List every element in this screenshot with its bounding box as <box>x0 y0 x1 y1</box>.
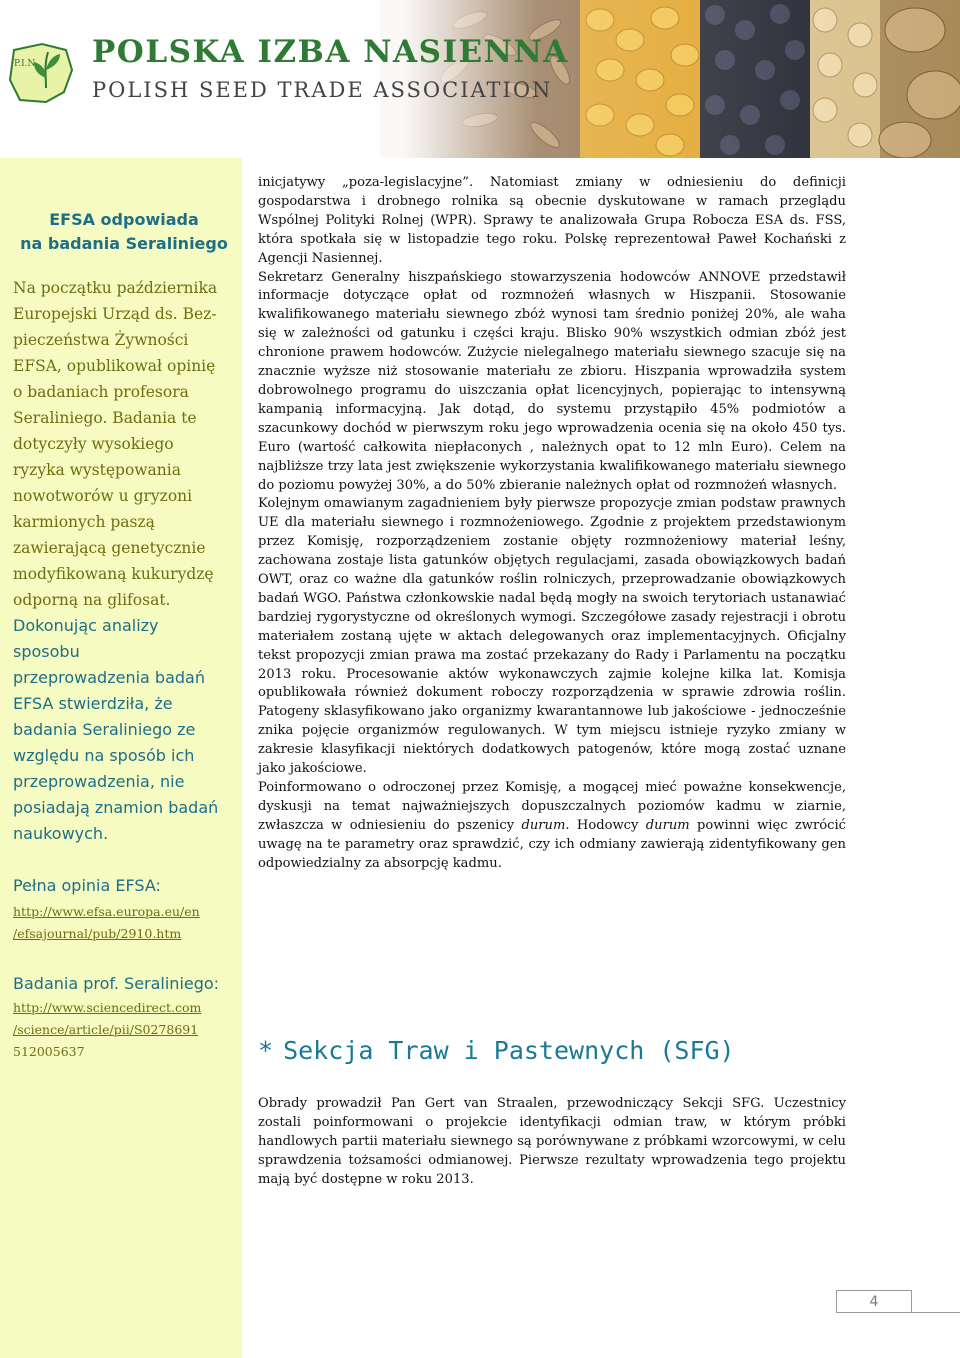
sidebar-intro-line: Europejski Urząd ds. Bez- <box>13 305 217 323</box>
sidebar-analysis-line: przeprowadzenia badań <box>13 668 205 687</box>
sidebar-intro-line: o badaniach profesora <box>13 383 189 401</box>
efsa-opinion-link[interactable]: http://www.efsa.europa.eu/en /efsajournal/pub/2910.htm <box>13 904 200 941</box>
sidebar-heading-line2: na badania Seraliniego <box>20 234 228 253</box>
article-paragraph: Sekretarz Generalny hiszpańskiego stowarzyszenia hodowców ANNOVE przedstawił informacje dotyczące opłat od rozmnożeń własnych w Hiszpanii. Stosowanie kwalifikowanego materiału siewnego zbóż wynosi tam średnio poniżej 20%, ale waha się w zależności od gatunku i części kraju. Blisko 90% wszystkich odmian zbóż jest chronione prawem hodowców. Zużycie nielegalnego materiału siewnego szacuje się na znacznie wyższe niż stosowanie materiału ze zbioru. Hiszpania wprowadziła system dobrowolnego programu do uiszczania opłat licencyjnych, popierając to intensywną kampanią informacyjną. Jak dotąd, do systemu przystąpiło 45% podmiotów a szacunkowy dochód w pierwszym roku jego wprowadzenia ocenia się na około 450 tys. Euro (wartość całkowita niepłaconych , należnych opat to 12 mln Euro). Celem na najbliższe trzy lata jest zwiększenie wykorzystania kwalifikowanego materiału siewnego do poziomu powyżej 30%, a do 50% zbieranie należnych opłat od rozmnożeń własnych. <box>258 269 846 493</box>
page-number-box <box>836 1290 912 1313</box>
seralini-link-part[interactable]: http://www.sciencedirect.com /science/article/pii/S0278691 <box>13 1000 202 1037</box>
seralini-link-part[interactable]: 512005637 <box>13 1044 85 1059</box>
sidebar-intro <box>13 275 235 613</box>
article-paragraph: inicjatywy „poza-legislacyjne”. Natomiast zmiany w odniesieniu do definicji gospodarstwa i drobnego rolnika są obecnie dyskutowane w ramach przeglądu Wspólnej Polityki Rolnej (WPR). Sprawy te analizowała Grupa Robocza ESA ds. FSS, która spotkała się w listopadzie tego roku. Polskę reprezentował Paweł Kochański z Agencji Nasiennej. <box>258 175 846 266</box>
sidebar-analysis-line: badania Seraliniego ze <box>13 720 196 739</box>
sidebar-intro-line: Na początku października <box>13 279 218 297</box>
sidebar-analysis-line: względu na sposób ich <box>13 746 195 765</box>
cadmium-text: powinni więc zwrócić uwagę na te parametry oraz sprawdzić, czy ich odmiany zawierają zidentyfikowany gen odpowiedzialny za absorpcję kadmu. <box>258 817 847 871</box>
durum-term: durum <box>645 817 690 833</box>
cadmium-text: Poinformowano o odroczonej przez Komisję, a mogącej mieć poważne konsekwencje, dyskusji na temat najważniejszych dopuszczalnych poziomów kadmu w ziarnie, zwłaszcza w odniesieniu do pszenicy <box>258 780 846 833</box>
svg-text:P.I.N.: P.I.N. <box>14 59 38 69</box>
sidebar-intro-line: Seraliniego. Badania te <box>13 409 197 427</box>
seralini-study-link[interactable] <box>13 997 235 1063</box>
sidebar-analysis-line: sposobu <box>13 642 80 661</box>
efsa-opinion-label: Pełna opinia EFSA: <box>13 876 161 895</box>
section-paragraph: Obrady prowadził Pan Gert van Straalen, przewodniczący Sekcji SFG. Uczestnicy zostali poinformowani o projekcie identyfikacji odmian traw, w którym próbki handlowych partii materiału siewnego są porównywane z próbkami wzorcowymi, w celu sprawdzenia tożsamości odmianowej. Pierwsze rezultaty wprowadzenia tego projektu mają być dostępne w roku 2013. <box>258 1096 846 1187</box>
sidebar-intro-line: karmionych paszą <box>13 513 155 531</box>
pin-logo-icon <box>6 40 74 106</box>
cadmium-text: . Hodowcy <box>565 817 646 833</box>
sidebar-intro-line: pieczeństwa Żywności <box>13 331 189 349</box>
sidebar <box>0 158 242 1358</box>
section-title: Sekcja Traw i Pastewnych (SFG) <box>283 1036 735 1065</box>
sidebar-heading <box>13 208 235 256</box>
sidebar-heading-line1: EFSA odpowiada <box>49 210 199 229</box>
article-paragraph: Kolejnym omawianym zagadnieniem były pierwsze propozycje zmian podstaw prawnych UE dla materiału siewnego i rozmnożeniowego. Zgodnie z projektem przedstawionym przez Komisję, rozporządzeniem zostanie objęty rozmnożeniowy materiał leśny, zachowana zostaje lista gatunków objętych regulacjami, zasada obowiązkowych badań OWT, oraz co ważne dla gatunków roślin rolniczych, przeprowadzanie obowiązkowych badań WGO. Państwa członkowskie nadal będą mogły na swoich terytoriach ustanawiać bardziej rygorystyczne od określonych wymogi. Szczegółowe zasady rejestracji i obrotu materiałem zostaną ujęte w aktach delegowanych oraz implementacyjnych. Oficjalny tekst propozycji zmian prawa ma zostać przekazany do Rady i Parlamentu na początku 2013 roku. Procesowanie aktów wykonawczych zajmie kolejne kilka lat. Komisja opublikowała również dokument roboczy rozporządzenia w sprawie zdrowia roślin. Patogeny sklasyfikowano jako organizmy kwarantannowe lub jakościowe - jednocześnie znika pojęcie organizmów regulowanych. W tym miejscu istnieje ryzyko zmiany w zakresie klasyfikacji niektórych dodatkowych patogenów, które mogą zostać uznane jako jakościowe. <box>258 496 846 777</box>
association-subtitle: POLISH SEED TRADE ASSOCIATION <box>92 78 553 102</box>
section-bullet: * <box>258 1036 274 1065</box>
sidebar-intro-line: dotyczyły wysokiego <box>13 435 174 453</box>
page-number: 4 <box>869 1294 879 1310</box>
sidebar-analysis-line: EFSA stwierdziła, że <box>13 694 173 713</box>
durum-term: durum <box>521 817 566 833</box>
sidebar-analysis-line: naukowych. <box>13 824 109 843</box>
sidebar-intro-line: odporną na glifosat. <box>13 591 171 609</box>
sidebar-intro-line: zawierającą genetycznie <box>13 539 206 557</box>
section-heading-sfg <box>258 1036 735 1065</box>
sidebar-intro-line: EFSA, opublikował opinię <box>13 357 216 375</box>
article-paragraph-cadmium <box>258 779 846 874</box>
footer-divider <box>836 1312 960 1313</box>
article-body <box>258 174 846 874</box>
sidebar-intro-line: modyfikowaną kukurydzę <box>13 565 214 583</box>
sidebar-analysis-line: posiadają znamion badań <box>13 798 219 817</box>
sidebar-analysis <box>13 613 235 847</box>
sidebar-content <box>13 208 235 1063</box>
association-title: POLSKA IZBA NASIENNA <box>92 34 569 70</box>
seralini-study-label: Badania prof. Seraliniego: <box>13 974 220 993</box>
page-header <box>0 0 960 158</box>
sidebar-intro-line: ryzyka występowania <box>13 461 181 479</box>
section-body <box>258 1095 846 1190</box>
sidebar-analysis-line: przeprowadzenia, nie <box>13 772 185 791</box>
sidebar-analysis-line: Dokonując analizy <box>13 616 159 635</box>
sidebar-intro-line: nowotworów u gryzoni <box>13 487 193 505</box>
